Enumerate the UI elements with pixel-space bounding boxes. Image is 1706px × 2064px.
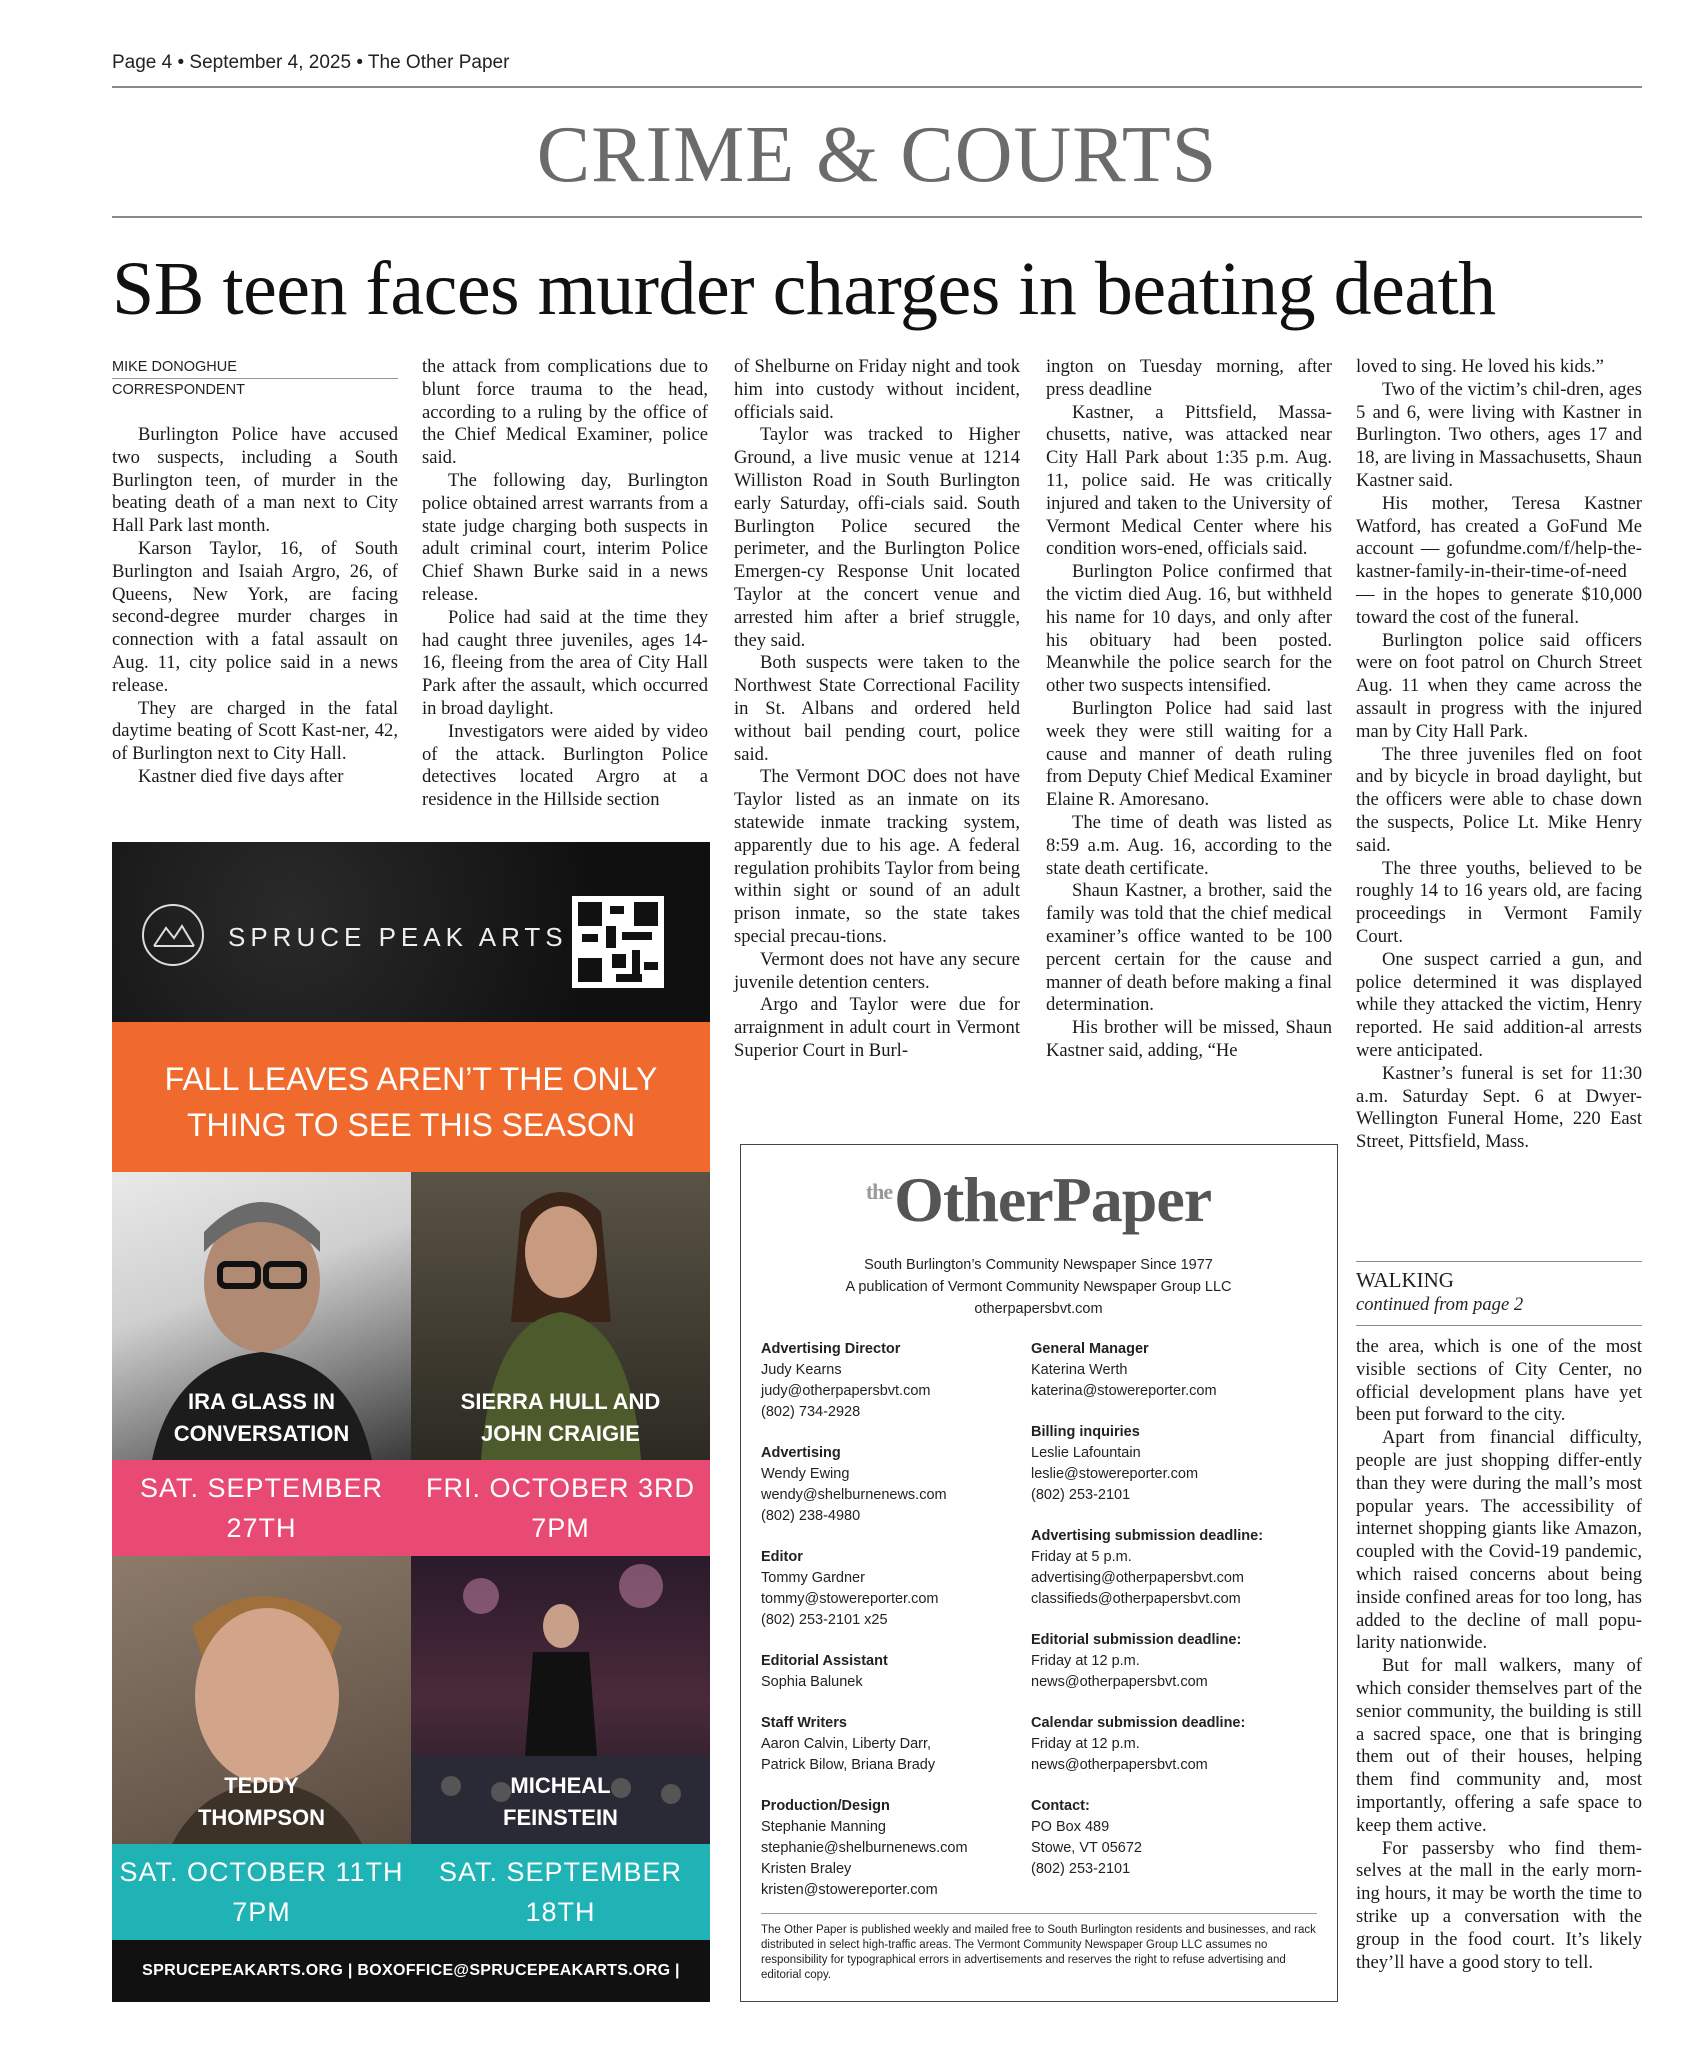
staff-phone: (802) 734-2928 bbox=[761, 1404, 861, 1420]
article-paragraph: The following day, Burlington police obtained arrest warrants from a state judge charging both suspects in adult criminal court, interim Police Chief Shawn Burke said in a news release. bbox=[422, 469, 708, 605]
event-date-band bbox=[112, 1460, 411, 1556]
ad-header bbox=[112, 842, 710, 1022]
staff-group bbox=[761, 1651, 1021, 1693]
walking-bottom-rule bbox=[1356, 1325, 1642, 1326]
event-name-line: MICHEAL bbox=[510, 1773, 611, 1798]
event-date: SAT. SEPTEMBER 18TH bbox=[438, 1857, 683, 1927]
staff-line: Stephanie Manning bbox=[761, 1819, 886, 1835]
byline-name: MIKE DONOGHUE bbox=[112, 356, 398, 379]
staff-group bbox=[1031, 1526, 1321, 1610]
spruce-peak-arts-ad[interactable] bbox=[112, 842, 710, 2041]
article-paragraph: Kastner’s funeral is set for 11:30 a.m. Saturday Sept. 6 at Dwyer-Wellington Funeral Home, 220 East Street, Pittsfield, Mass. bbox=[1356, 1062, 1642, 1153]
event-name-line: JOHN CRAIGIE bbox=[481, 1421, 640, 1446]
ad-tagline-line: THING TO SEE THIS SEASON bbox=[186, 1107, 636, 1143]
staff-group bbox=[1031, 1630, 1321, 1693]
article-column-3 bbox=[734, 356, 1020, 1063]
event-name bbox=[411, 1386, 710, 1450]
article-paragraph: The Vermont DOC does not have Taylor listed as an inmate on its statewide inmate tracking system, apparently due to his age. A federal regulation prohibits Taylor from being within sight or sound of an adult prison inmate, so the state takes special precau-tions. bbox=[734, 766, 1020, 947]
staff-title: Editor bbox=[761, 1549, 803, 1565]
event-name bbox=[112, 1386, 411, 1450]
staff-email[interactable]: tommy@stowereporter.com bbox=[761, 1591, 939, 1607]
event-date: FRI. OCTOBER 3RD bbox=[425, 1473, 696, 1503]
event-photo-sierra-hull bbox=[411, 1172, 710, 1460]
ad-contact-footer[interactable]: SPRUCEPEAKARTS.ORG | BOXOFFICE@SPRUCEPEAKARTS.ORG | 802.270.4634 bbox=[112, 1940, 710, 2002]
article-paragraph: One suspect carried a gun, and police determined it was displayed while they attacked the victim, Henry reported. He said addition-al arrests were anticipated. bbox=[1356, 948, 1642, 1061]
mountain-logo-icon bbox=[142, 904, 204, 966]
article-paragraph: Both suspects were taken to the Northwest State Correctional Facility in St. Albans and ordered held without bail pending court, police said. bbox=[734, 652, 1020, 765]
article-paragraph: the area, which is one of the most visible sections of City Center, no official development plans have yet been put forward to the city. bbox=[1356, 1336, 1642, 1426]
article-paragraph: Two of the victim’s chil-dren, ages 5 and 6, were living with Kastner in Burlington. Two others, ages 17 and 18, are living in Massachusetts, Shaun Kastner said. bbox=[1356, 378, 1642, 491]
ad-tagline-line: FALL LEAVES AREN’T THE ONLY bbox=[164, 1061, 658, 1097]
article-paragraph: For passersby who find them-selves at the mall in the early morn-ing hours, it may be worth the time to strike up a conversation with the group in the food court. It’s likely they’ll have a good story to tell. bbox=[1356, 1837, 1642, 1973]
article-paragraph: The three juveniles fled on foot and by bicycle in broad daylight, but the officers were able to chase down the suspects, Police Lt. Mike Henry said. bbox=[1356, 743, 1642, 856]
staff-line: Kristen Braley bbox=[761, 1861, 852, 1877]
article-paragraph: Burlington Police have accused two suspects, including a South Burlington teen, of murder in the beating death of a man next to City Hall Park last month. bbox=[112, 424, 398, 537]
article-paragraph: ington on Tuesday morning, after press deadline bbox=[1046, 356, 1332, 400]
qr-code-icon[interactable] bbox=[572, 896, 664, 988]
staff-phone: (802) 253-2101 bbox=[1031, 1861, 1131, 1877]
masthead-fine-print: The Other Paper is published weekly and mailed free to South Burlington residents and businesses, and rack distributed in select high-traffic areas. The Vermont Community Newspaper Group LLC assumes no responsibility for typographical errors in advertisements and reserves the right to refuse advertising and editorial copy. bbox=[761, 1924, 1316, 1981]
byline bbox=[112, 356, 398, 401]
article-paragraph: Vermont does not have any secure juvenile detention centers. bbox=[734, 948, 1020, 993]
event-date-band bbox=[411, 1460, 710, 1556]
article-column-2 bbox=[422, 356, 708, 812]
staff-title: Editorial Assistant bbox=[761, 1653, 888, 1669]
staff-email[interactable]: kristen@stowereporter.com bbox=[761, 1882, 938, 1898]
staff-title: Production/Design bbox=[761, 1798, 890, 1814]
article-paragraph: Apart from financial difficulty, people are just shopping differ-ently than they were during the mall’s most popular years. The accessibility of internet shopping giants like Amazon, coupled with the Covid-19 pandemic, which raised concerns about being inside confined areas for too long, has added to the decline of mall popu-larity nationwide. bbox=[1356, 1427, 1642, 1654]
staff-title: Calendar submission deadline: bbox=[1031, 1715, 1246, 1731]
article-column-1 bbox=[112, 424, 398, 789]
event-time: 7PM bbox=[232, 1897, 291, 1927]
event-date: SAT. SEPTEMBER 27TH bbox=[139, 1473, 384, 1543]
staff-group bbox=[761, 1547, 1021, 1631]
staff-list-right bbox=[1031, 1339, 1321, 1900]
event-photo-micheal-feinstein bbox=[411, 1556, 710, 1844]
walking-top-rule bbox=[1356, 1261, 1642, 1262]
staff-title: Advertising Director bbox=[761, 1341, 901, 1357]
staff-line: Judy Kearns bbox=[761, 1362, 842, 1378]
staff-line: Patrick Bilow, Briana Brady bbox=[761, 1757, 936, 1773]
staff-title: Advertising submission deadline: bbox=[1031, 1528, 1264, 1544]
staff-line: Tommy Gardner bbox=[761, 1570, 865, 1586]
section-title: CRIME & COURTS bbox=[536, 111, 1218, 199]
staff-email[interactable]: judy@otherpapersbvt.com bbox=[761, 1383, 931, 1399]
staff-line: Friday at 5 p.m. bbox=[1031, 1549, 1132, 1565]
section-rule bbox=[112, 216, 1642, 218]
page-folio: Page 4 • September 4, 2025 • The Other Paper bbox=[112, 52, 510, 73]
article-paragraph: Kastner died five days after bbox=[138, 765, 344, 787]
article-column-5 bbox=[1356, 356, 1642, 1154]
staff-email[interactable]: katerina@stowereporter.com bbox=[1031, 1383, 1217, 1399]
event-name-line: IRA GLASS IN bbox=[187, 1389, 336, 1414]
staff-group bbox=[1031, 1339, 1321, 1402]
staff-phone: (802) 253-2101 x25 bbox=[761, 1612, 888, 1628]
event-photo-ira-glass bbox=[112, 1172, 411, 1460]
staff-email[interactable]: wendy@shelburnenews.com bbox=[761, 1487, 947, 1503]
event-name bbox=[112, 1770, 411, 1834]
event-date-band bbox=[411, 1844, 710, 1940]
staff-line: Wendy Ewing bbox=[761, 1466, 850, 1482]
article-paragraph: Burlington police said officers were on foot patrol on Church Street Aug. 11 when they came across the assault in progress with the injured man by City Hall Park. bbox=[1356, 629, 1642, 742]
staff-line: Katerina Werth bbox=[1031, 1362, 1128, 1378]
staff-line: Friday at 12 p.m. bbox=[1031, 1653, 1140, 1669]
article-paragraph: the attack from complications due to blunt force trauma to the head, according to a ruling by the office of the Chief Medical Examiner, police said. bbox=[422, 356, 708, 469]
staff-title: Editorial submission deadline: bbox=[1031, 1632, 1242, 1648]
staff-email[interactable]: stephanie@shelburnenews.com bbox=[761, 1840, 968, 1856]
article-paragraph: Argo and Taylor were due for arraignment in adult court in Vermont Superior Court in Burl- bbox=[734, 994, 1020, 1061]
article-column-4 bbox=[1046, 356, 1332, 1063]
staff-group bbox=[1031, 1422, 1321, 1506]
masthead-logo bbox=[741, 1163, 1336, 1237]
staff-phone: (802) 253-2101 bbox=[1031, 1487, 1131, 1503]
staff-group bbox=[1031, 1713, 1321, 1776]
byline-role: CORRESPONDENT bbox=[112, 382, 245, 398]
article-paragraph: Police had said at the time they had caught three juveniles, ages 14-16, fleeing from the area of City Hall Park after the assault, which occurred in broad daylight. bbox=[422, 606, 708, 719]
staff-group bbox=[1031, 1796, 1321, 1880]
article-paragraph: But for mall walkers, many of which consider themselves part of the senior community, the building is still a sacred space, one that is bringing them out of their houses, helping them find community and, most importantly, offering a safe space to keep them active. bbox=[1356, 1655, 1642, 1836]
staff-list-left bbox=[761, 1339, 1021, 1921]
event-name-line: TEDDY bbox=[224, 1773, 299, 1798]
event-name-line: SIERRA HULL AND bbox=[460, 1389, 661, 1414]
article-paragraph: of Shelburne on Friday night and took him into custody without incident, officials said. bbox=[734, 356, 1020, 423]
staff-email[interactable]: leslie@stowereporter.com bbox=[1031, 1466, 1199, 1482]
article-paragraph: Investigators were aided by video of the attack. Burlington Police detectives located Argro at a residence in the Hillside section bbox=[422, 720, 708, 811]
walking-column bbox=[1356, 1336, 1642, 1974]
staff-line: Leslie Lafountain bbox=[1031, 1445, 1141, 1461]
staff-line: Stowe, VT 05672 bbox=[1031, 1840, 1142, 1856]
event-name-line: CONVERSATION bbox=[173, 1421, 350, 1446]
staff-email[interactable]: classifieds@otherpapersbvt.com bbox=[1031, 1591, 1241, 1607]
event-name-line: FEINSTEIN bbox=[503, 1805, 618, 1830]
masthead-website[interactable]: otherpapersbvt.com bbox=[974, 1301, 1103, 1317]
article-paragraph: The three youths, believed to be roughly 14 to 16 years old, are facing proceedings in Vermont Family Court. bbox=[1356, 857, 1642, 947]
staff-line: Aaron Calvin, Liberty Darr, bbox=[761, 1736, 932, 1752]
masthead-logo-prefix: the bbox=[865, 1179, 893, 1204]
article-paragraph: His mother, Teresa Kastner Watford, has created a GoFund Me account — gofundme.com/f/help-the-kastner-family-in-their-time-of-need — in the hopes to generate $10,000 toward the cost of the funeral. bbox=[1356, 492, 1642, 628]
headline: SB teen faces murder charges in beating death bbox=[112, 247, 1496, 331]
ad-tagline-band bbox=[112, 1022, 710, 1172]
top-rule bbox=[112, 86, 1642, 88]
event-name bbox=[411, 1770, 710, 1834]
article-paragraph: They are charged in the fatal daytime beating of Scott Kast-ner, 42, of Burlington next to City Hall. bbox=[112, 697, 398, 765]
event-time: 7PM bbox=[531, 1513, 590, 1543]
staff-email[interactable]: news@otherpapersbvt.com bbox=[1031, 1757, 1208, 1773]
ad-brand-name: SPRUCE PEAK ARTS bbox=[228, 922, 568, 952]
staff-group bbox=[761, 1796, 1021, 1901]
staff-group bbox=[761, 1339, 1021, 1423]
staff-line: Friday at 12 p.m. bbox=[1031, 1736, 1140, 1752]
masthead-rule bbox=[761, 1913, 1317, 1914]
article-paragraph: The time of death was listed as 8:59 a.m. Aug. 16, according to the state death certificate. bbox=[1046, 811, 1332, 879]
staff-group bbox=[761, 1713, 1021, 1776]
ad-tagline bbox=[132, 1056, 690, 1148]
staff-group bbox=[761, 1443, 1021, 1527]
article-paragraph: Kastner, a Pittsfield, Massa-chusetts, native, was attacked near City Hall Park about 1:35 p.m. Aug. 11, police said. He was critically injured and taken to the University of Vermont Medical Center where his condition wors-ened, officials said. bbox=[1046, 401, 1332, 560]
walking-jump-head: WALKING bbox=[1356, 1268, 1454, 1292]
staff-line: PO Box 489 bbox=[1031, 1819, 1110, 1835]
staff-title: Advertising bbox=[761, 1445, 841, 1461]
article-paragraph: Karson Taylor, 16, of South Burlington and Isaiah Argro, 26, of Queens, New York, are facing second-degree murder charges in connection with a fatal assault on Aug. 11, city police said in a news release. bbox=[112, 537, 398, 696]
article-paragraph: Taylor was tracked to Higher Ground, a live music venue at 1214 Williston Road in South Burlington early Saturday, offi-cials said. South Burlington Police secured the perimeter, and the Burlington Police Emergen-cy Response Unit located Taylor at the concert venue and arrested him after a brief struggle, they said. bbox=[734, 424, 1020, 651]
walking-continued-line: continued from page 2 bbox=[1356, 1294, 1524, 1315]
staff-title: Staff Writers bbox=[761, 1715, 847, 1731]
event-name-line: THOMPSON bbox=[197, 1805, 326, 1830]
event-photo-teddy-thompson bbox=[112, 1556, 411, 1844]
article-paragraph: His brother will be missed, Shaun Kastner said, adding, “He bbox=[1046, 1017, 1332, 1061]
event-date: SAT. OCTOBER 11TH bbox=[119, 1857, 404, 1887]
staff-line: Sophia Balunek bbox=[761, 1674, 863, 1690]
article-paragraph: Burlington Police confirmed that the victim died Aug. 16, but withheld his name for 10 days, and only after his obituary had been posted. Meanwhile the police search for the other two suspects intensified. bbox=[1046, 561, 1332, 697]
masthead-logo-text: OtherPaper bbox=[894, 1164, 1212, 1235]
masthead-tagline: South Burlington’s Community Newspaper Since 1977 bbox=[864, 1257, 1213, 1273]
staff-title: General Manager bbox=[1031, 1341, 1149, 1357]
staff-title: Billing inquiries bbox=[1031, 1424, 1140, 1440]
masthead-publisher: A publication of Vermont Community Newspaper Group LLC bbox=[845, 1279, 1232, 1295]
staff-email[interactable]: advertising@otherpapersbvt.com bbox=[1031, 1570, 1244, 1586]
article-paragraph: loved to sing. He loved his kids.” bbox=[1356, 356, 1604, 377]
article-paragraph: Burlington Police had said last week they were still waiting for a cause and manner of death ruling from Deputy Chief Medical Examiner Elaine R. Amoresano. bbox=[1046, 697, 1332, 811]
masthead-box bbox=[740, 1144, 1338, 2002]
article-paragraph: Shaun Kastner, a brother, said the family was told that the chief medical examiner’s office wanted to be 100 percent certain for the cause and manner of death before making a final determination. bbox=[1046, 880, 1332, 1016]
staff-phone: (802) 238-4980 bbox=[761, 1508, 861, 1524]
staff-email[interactable]: news@otherpapersbvt.com bbox=[1031, 1674, 1208, 1690]
event-date-band bbox=[112, 1844, 411, 1940]
staff-title: Contact: bbox=[1031, 1798, 1090, 1814]
